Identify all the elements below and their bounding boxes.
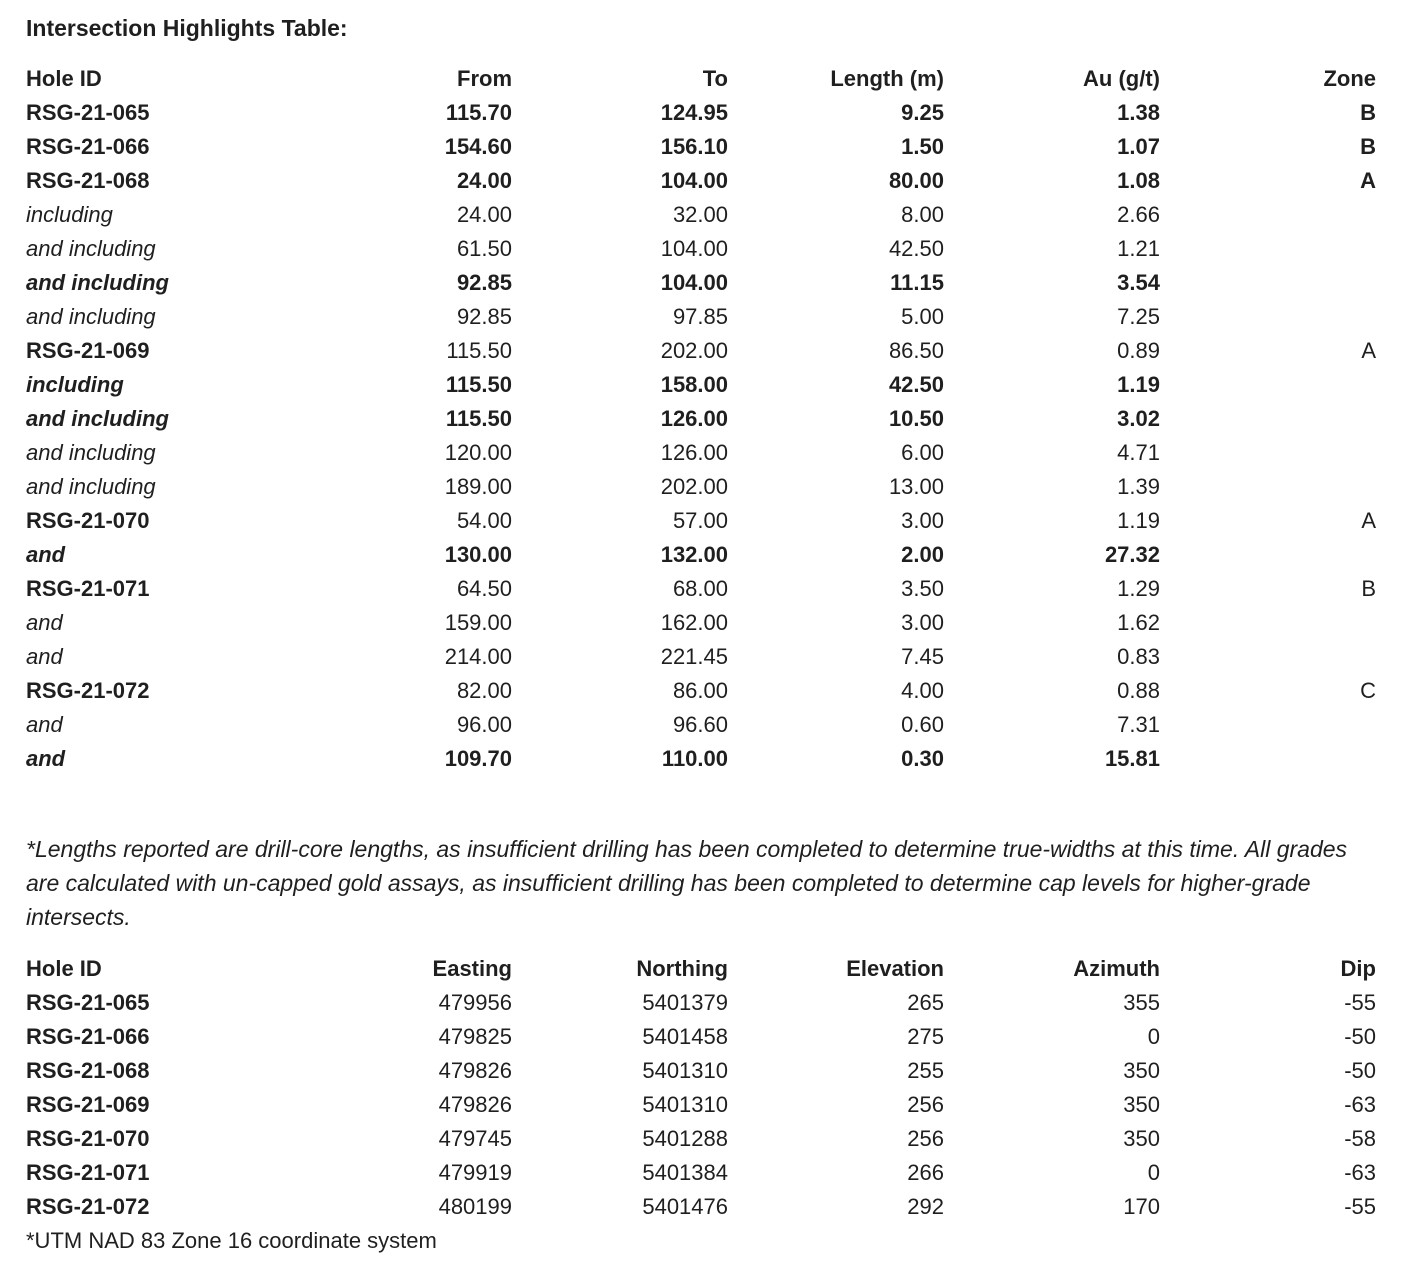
table-row [26, 96, 1376, 130]
cell-au: 1.19 [1117, 372, 1160, 397]
table-row [26, 368, 1376, 402]
table-row [26, 436, 1376, 470]
table-row [26, 232, 1376, 266]
cell-to: 202.00 [660, 338, 728, 363]
cell-to: 32.00 [672, 202, 728, 227]
cell-au: 15.81 [1104, 746, 1160, 771]
cell-hole-id: RSG-21-065 [26, 100, 150, 125]
table-heading: Intersection Highlights Table: [26, 15, 348, 41]
cell-from: 189.00 [444, 474, 512, 499]
cell-to: 202.00 [660, 474, 728, 499]
cell-au: 2.66 [1117, 202, 1160, 227]
cell-to: 158.00 [660, 372, 728, 397]
cell-length: 3.00 [901, 508, 944, 533]
cell-zone [1160, 368, 1376, 402]
collar-body [26, 986, 1376, 1224]
cell-from: 214.00 [444, 644, 512, 669]
cell-au: 1.19 [1117, 508, 1160, 533]
cell-hole-id: RSG-21-071 [26, 1160, 150, 1185]
table-row [26, 1088, 1376, 1122]
cell-length: 9.25 [901, 100, 944, 125]
cell-zone: B [1361, 576, 1376, 601]
cell-easting: 479825 [438, 1024, 512, 1049]
table-row [26, 1190, 1376, 1224]
cell-hole-id: RSG-21-065 [26, 990, 150, 1015]
cell-hole-id: RSG-21-066 [26, 1024, 150, 1049]
cell-zone [1160, 300, 1376, 334]
cell-to: 126.00 [660, 440, 728, 465]
cell-hole-id: RSG-21-069 [26, 1092, 150, 1117]
cell-elevation: 275 [907, 1024, 944, 1049]
cell-from: 54.00 [456, 508, 512, 533]
cell-hole-id: and [26, 610, 63, 635]
cell-elevation: 266 [907, 1160, 944, 1185]
cell-zone [1160, 402, 1376, 436]
cell-hole-id: and including [26, 406, 169, 431]
cell-hole-id: RSG-21-071 [26, 576, 150, 601]
coordinate-footnote: *UTM NAD 83 Zone 16 coordinate system [26, 1228, 437, 1253]
cell-from: 154.60 [444, 134, 512, 159]
table-row [26, 1156, 1376, 1190]
cell-hole-id: and [26, 746, 66, 771]
cell-zone [1160, 470, 1376, 504]
header-dip: Dip [1340, 956, 1376, 981]
cell-hole-id: RSG-21-066 [26, 134, 150, 159]
table-row [26, 986, 1376, 1020]
cell-from: 92.85 [456, 304, 512, 329]
cell-to: 57.00 [672, 508, 728, 533]
cell-hole-id: and [26, 712, 63, 737]
cell-from: 120.00 [444, 440, 512, 465]
cell-au: 0.89 [1117, 338, 1160, 363]
cell-from: 115.50 [445, 372, 512, 397]
cell-northing: 5401288 [642, 1126, 728, 1151]
cell-length: 0.30 [901, 746, 944, 771]
cell-to: 156.10 [660, 134, 728, 159]
cell-northing: 5401310 [642, 1092, 728, 1117]
cell-to: 110.00 [661, 746, 728, 771]
cell-elevation: 265 [907, 990, 944, 1015]
cell-from: 115.70 [445, 100, 512, 125]
cell-au: 27.32 [1104, 542, 1160, 567]
intersection-table [26, 62, 1376, 776]
header-zone: Zone [1323, 66, 1376, 91]
cell-au: 1.39 [1117, 474, 1160, 499]
cell-northing: 5401476 [642, 1194, 728, 1219]
cell-hole-id: and including [26, 236, 156, 261]
cell-length: 4.00 [901, 678, 944, 703]
table-row [26, 334, 1376, 368]
cell-zone [1160, 606, 1376, 640]
cell-zone: B [1360, 100, 1376, 125]
cell-length: 8.00 [901, 202, 944, 227]
table-row [26, 674, 1376, 708]
cell-azimuth: 0 [1147, 1024, 1160, 1049]
cell-to: 221.45 [660, 644, 728, 669]
lengths-note: *Lengths reported are drill-core lengths, as insufficient drilling has been completed to determine true-widths at this time. All grades are calculated with un-capped gold assays, as insufficient drilling has been completed to determine cap levels for higher-grade intersects. [26, 836, 1348, 930]
cell-northing: 5401310 [642, 1058, 728, 1083]
cell-length: 0.60 [901, 712, 944, 737]
cell-length: 5.00 [901, 304, 944, 329]
cell-easting: 479826 [438, 1092, 512, 1117]
cell-azimuth: 0 [1147, 1160, 1160, 1185]
header-hole-id: Hole ID [26, 66, 102, 91]
cell-from: 61.50 [456, 236, 512, 261]
cell-to: 132.00 [660, 542, 728, 567]
cell-azimuth: 170 [1123, 1194, 1160, 1219]
cell-hole-id: RSG-21-070 [26, 508, 150, 533]
cell-hole-id: and [26, 542, 66, 567]
table-row [26, 504, 1376, 538]
cell-to: 126.00 [660, 406, 728, 431]
cell-length: 7.45 [901, 644, 944, 669]
collar-header-row [26, 952, 1376, 986]
cell-easting: 479745 [438, 1126, 512, 1151]
cell-azimuth: 350 [1123, 1058, 1160, 1083]
cell-dip: -55 [1344, 1194, 1376, 1219]
header-northing: Northing [636, 956, 728, 981]
table-row [26, 708, 1376, 742]
cell-au: 0.88 [1117, 678, 1160, 703]
cell-from: 92.85 [456, 270, 512, 295]
cell-hole-id: RSG-21-068 [26, 1058, 150, 1083]
table-row [26, 300, 1376, 334]
cell-au: 0.83 [1117, 644, 1160, 669]
cell-easting: 480199 [438, 1194, 512, 1219]
cell-dip: -63 [1344, 1160, 1376, 1185]
cell-from: 82.00 [456, 678, 512, 703]
cell-au: 1.38 [1117, 100, 1160, 125]
cell-hole-id: RSG-21-068 [26, 168, 150, 193]
cell-northing: 5401384 [642, 1160, 728, 1185]
table-row [26, 266, 1376, 300]
cell-hole-id: RSG-21-069 [26, 338, 150, 363]
cell-length: 80.00 [888, 168, 944, 193]
cell-elevation: 292 [907, 1194, 944, 1219]
cell-from: 159.00 [444, 610, 512, 635]
cell-from: 115.50 [445, 406, 512, 431]
cell-northing: 5401379 [642, 990, 728, 1015]
cell-hole-id: RSG-21-072 [26, 1194, 150, 1219]
cell-azimuth: 350 [1123, 1092, 1160, 1117]
table-row [26, 164, 1376, 198]
table-row [26, 640, 1376, 674]
cell-au: 3.54 [1117, 270, 1160, 295]
cell-zone: A [1360, 168, 1376, 193]
cell-to: 68.00 [672, 576, 728, 601]
cell-northing: 5401458 [642, 1024, 728, 1049]
cell-to: 104.00 [660, 270, 728, 295]
cell-hole-id: RSG-21-070 [26, 1126, 150, 1151]
cell-length: 42.50 [888, 236, 944, 261]
cell-length: 2.00 [901, 542, 944, 567]
cell-zone [1160, 538, 1376, 572]
cell-length: 86.50 [888, 338, 944, 363]
cell-to: 104.00 [660, 236, 728, 261]
cell-length: 10.50 [888, 406, 944, 431]
cell-elevation: 256 [907, 1092, 944, 1117]
cell-hole-id: and including [26, 304, 156, 329]
cell-zone [1160, 198, 1376, 232]
cell-to: 104.00 [660, 168, 728, 193]
cell-from: 64.50 [456, 576, 512, 601]
cell-dip: -55 [1344, 990, 1376, 1015]
header-length: Length (m) [830, 66, 944, 91]
header-hole-id: Hole ID [26, 956, 102, 981]
cell-zone: B [1360, 134, 1376, 159]
header-azimuth: Azimuth [1073, 956, 1160, 981]
cell-azimuth: 355 [1123, 990, 1160, 1015]
table-row [26, 572, 1376, 606]
cell-dip: -50 [1344, 1058, 1376, 1083]
cell-au: 3.02 [1117, 406, 1160, 431]
cell-au: 7.31 [1117, 712, 1160, 737]
cell-hole-id: and including [26, 440, 156, 465]
cell-length: 3.50 [901, 576, 944, 601]
cell-from: 96.00 [456, 712, 512, 737]
table-row [26, 538, 1376, 572]
header-au: Au (g/t) [1083, 66, 1160, 91]
cell-easting: 479919 [438, 1160, 512, 1185]
cell-zone [1160, 742, 1376, 776]
cell-zone [1160, 708, 1376, 742]
cell-easting: 479826 [438, 1058, 512, 1083]
cell-from: 130.00 [444, 542, 512, 567]
cell-au: 1.21 [1117, 236, 1160, 261]
cell-hole-id: including [26, 202, 113, 227]
cell-length: 13.00 [888, 474, 944, 499]
table-row [26, 198, 1376, 232]
cell-dip: -58 [1344, 1126, 1376, 1151]
cell-length: 1.50 [901, 134, 944, 159]
cell-hole-id: and including [26, 474, 156, 499]
cell-hole-id: including [26, 372, 124, 397]
cell-hole-id: RSG-21-072 [26, 678, 150, 703]
cell-azimuth: 350 [1123, 1126, 1160, 1151]
cell-zone: C [1360, 678, 1376, 703]
cell-from: 24.00 [456, 202, 512, 227]
cell-au: 7.25 [1117, 304, 1160, 329]
header-elevation: Elevation [846, 956, 944, 981]
cell-to: 124.95 [660, 100, 728, 125]
cell-au: 4.71 [1117, 440, 1160, 465]
cell-zone [1160, 232, 1376, 266]
cell-easting: 479956 [438, 990, 512, 1015]
cell-length: 6.00 [901, 440, 944, 465]
cell-au: 1.08 [1117, 168, 1160, 193]
cell-to: 96.60 [672, 712, 728, 737]
cell-length: 11.15 [890, 270, 944, 295]
cell-dip: -50 [1344, 1024, 1376, 1049]
cell-from: 115.50 [446, 338, 512, 363]
cell-au: 1.29 [1117, 576, 1160, 601]
cell-to: 97.85 [672, 304, 728, 329]
cell-zone: A [1361, 508, 1376, 533]
table-row [26, 1020, 1376, 1054]
table-row [26, 130, 1376, 164]
header-to: To [702, 66, 728, 91]
table-row [26, 1054, 1376, 1088]
cell-elevation: 256 [907, 1126, 944, 1151]
intersection-header-row [26, 62, 1376, 96]
cell-to: 162.00 [660, 610, 728, 635]
header-easting: Easting [432, 956, 512, 981]
cell-from: 109.70 [444, 746, 512, 771]
collar-table [26, 952, 1376, 1224]
cell-dip: -63 [1344, 1092, 1376, 1117]
header-from: From [457, 66, 512, 91]
cell-length: 3.00 [901, 610, 944, 635]
table-row [26, 606, 1376, 640]
cell-length: 42.50 [888, 372, 944, 397]
table-row [26, 402, 1376, 436]
cell-au: 1.62 [1117, 610, 1160, 635]
table-row [26, 470, 1376, 504]
cell-hole-id: and including [26, 270, 169, 295]
intersection-body [26, 96, 1376, 776]
cell-au: 1.07 [1117, 134, 1160, 159]
table-row [26, 742, 1376, 776]
cell-hole-id: and [26, 644, 63, 669]
cell-zone [1160, 640, 1376, 674]
cell-elevation: 255 [907, 1058, 944, 1083]
cell-zone [1160, 266, 1376, 300]
cell-from: 24.00 [456, 168, 512, 193]
cell-to: 86.00 [672, 678, 728, 703]
cell-zone: A [1361, 338, 1376, 363]
table-row [26, 1122, 1376, 1156]
cell-zone [1160, 436, 1376, 470]
